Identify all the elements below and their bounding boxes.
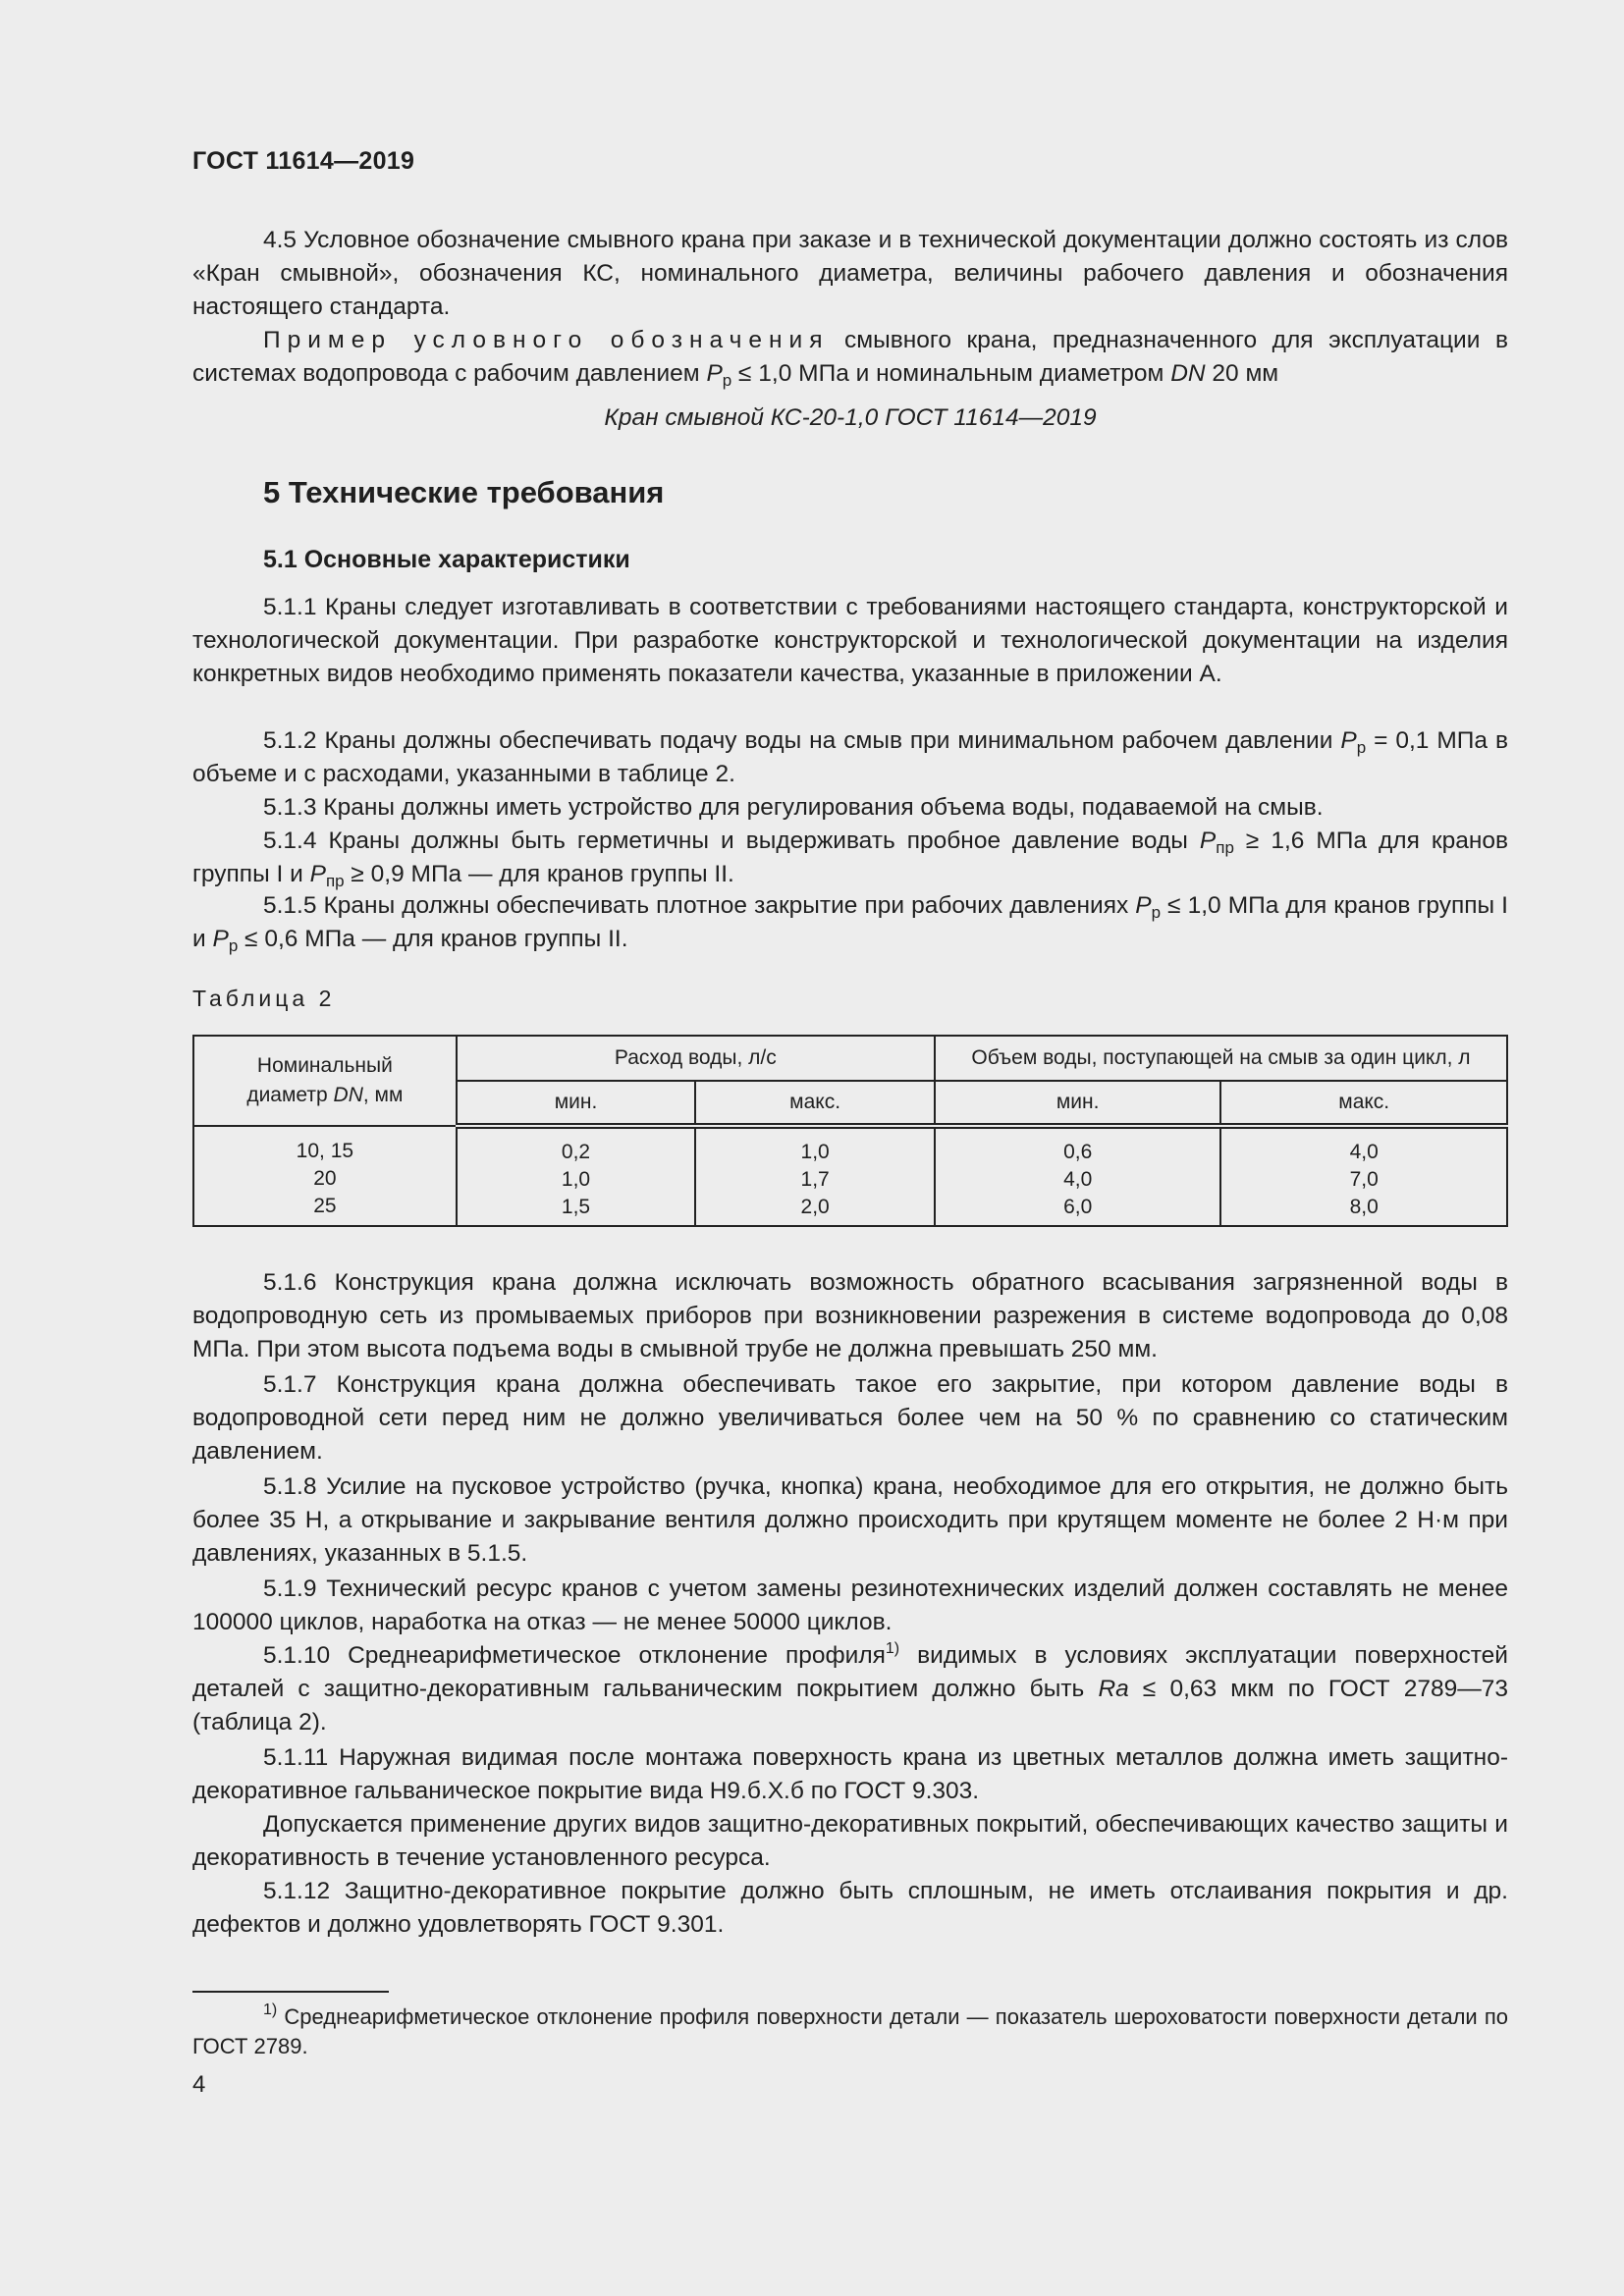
- table-label: Таблица 2: [192, 986, 336, 1011]
- section-5-1-heading: 5.1 Основные характеристики: [263, 546, 630, 573]
- paragraph-5-1-5: 5.1.5 Краны должны обеспечивать плотное закрытие при рабочих давлениях $P_р \le 1,0$ МПа для кранов группы I и $P_р \le 0,6$ МПа — для кранов группы II.: [192, 892, 1508, 955]
- header-volume: Объем воды, поступающей на смыв за один цикл, л: [935, 1036, 1507, 1081]
- document-header: ГОСТ 11614—2019: [192, 147, 415, 175]
- paragraph-5-1-6: 5.1.6 Конструкция крана должна исключать возможность обратного всасывания загрязненной воды в водопроводную сеть из промываемых приборов при возникновении разрежения в системе водопровода до 0,08 МПа. При этом высота подъема воды в смывной трубе не должна превышать 250 мм.: [192, 1269, 1508, 1362]
- table-body-row: [193, 1126, 1507, 1226]
- header-nominal-diameter: Номинальный диаметр DN, мм: [193, 1036, 457, 1126]
- paragraph-5-1-4: 5.1.4 Краны должны быть герметичны и выдерживать пробное давление воды $P_{пр} \ge 1,6$ МПа для кранов группы I и $P_{пр} \ge 0,9$ МПа — для кранов группы II.: [192, 828, 1508, 890]
- paragraph-5-1-1: 5.1.1 Краны следует изготавливать в соответствии с требованиями настоящего стандарта, конструкторской и технологической документации. При разработке конструкторской и технологической документации на изделия конкретных видов необходимо применять показатели качества, указанные в приложении А.: [192, 594, 1508, 687]
- paragraph-5-1-12: 5.1.12 Защитно-декоративное покрытие должно быть сплошным, не иметь отслаивания покрытия и др. дефектов и должно удовлетворять ГОСТ 9.301.: [192, 1878, 1508, 1938]
- example-paragraph: Пример условного обозначения смывного крана, предназначенного для эксплуатации в системах водопровода с рабочим давлением $P_р \le 1,0$ МПа и номинальным диаметром DN 20 мм: [192, 327, 1508, 390]
- footnote-divider: [192, 1991, 389, 1993]
- example-label: Пример условного обозначения: [263, 327, 830, 353]
- header-volume-max: макс.: [1220, 1081, 1507, 1126]
- paragraph-4-5: 4.5 Условное обозначение смывного крана при заказе и в технической документации должно состоять из слов «Кран смывной», обозначения КС, номинального диаметра, величины рабочего давления и обозначения настоящего стандарта.: [192, 227, 1508, 320]
- paragraph-5-1-11-addendum: Допускается применение других видов защитно-декоративных покрытий, обеспечивающих качество защиты и декоративность в течение установленного ресурса.: [192, 1811, 1508, 1871]
- section-5-heading: 5 Технические требования: [263, 475, 665, 509]
- paragraph-5-1-3: 5.1.3 Краны должны иметь устройство для регулирования объема воды, подаваемой на смыв.: [263, 794, 1324, 821]
- paragraph-5-1-8: 5.1.8 Усилие на пусковое устройство (ручка, кнопка) крана, необходимое для его открытия, не должно быть более 35 Н, а открывание и закрывание вентиля должно происходить при крутящем моменте не более 2 Н·м при давлениях, указанных в 5.1.5.: [192, 1473, 1508, 1567]
- paragraph-5-1-11: 5.1.11 Наружная видимая после монтажа поверхность крана из цветных металлов должна иметь защитно-декоративное гальваническое покрытие вида Н9.б.Х.б по ГОСТ 9.303.: [192, 1744, 1508, 1804]
- header-volume-min: мин.: [935, 1081, 1221, 1126]
- col-flow-min: 0,2 1,0 1,5: [457, 1126, 696, 1226]
- paragraph-5-1-7: 5.1.7 Конструкция крана должна обеспечивать такое его закрытие, при котором давление воды в водопроводной сети перед ним не должно увеличиваться более чем на 50 % по сравнению со статическим давлением.: [192, 1371, 1508, 1465]
- paragraph-5-1-2: 5.1.2 Краны должны обеспечивать подачу воды на смыв при минимальном рабочем давлении $P_р = 0,1$ МПа в объеме и с расходами, указанными в таблице 2.: [192, 727, 1508, 787]
- paragraph-5-1-9: 5.1.9 Технический ресурс кранов с учетом замены резинотехнических изделий должен составлять не менее 100000 циклов, наработка на отказ — не менее 50000 циклов.: [192, 1575, 1508, 1635]
- col-volume-max: 4,0 7,0 8,0: [1220, 1126, 1507, 1226]
- header-flow-max: макс.: [695, 1081, 935, 1126]
- col-dn: 10, 15 20 25: [193, 1126, 457, 1226]
- example-designation: Кран смывной КС-20-1,0 ГОСТ 11614—2019: [604, 404, 1097, 431]
- col-volume-min: 0,6 4,0 6,0: [935, 1126, 1221, 1226]
- header-flow-min: мин.: [457, 1081, 696, 1126]
- col-flow-max: 1,0 1,7 2,0: [695, 1126, 935, 1226]
- footnote: $^{1)}$ Среднеарифметическое отклонение профиля поверхности детали — показатель шероховатости поверхности детали по ГОСТ 2789.: [192, 2002, 1508, 2058]
- page-number: 4: [192, 2071, 206, 2098]
- table-2: [192, 1035, 1508, 1227]
- header-flow: Расход воды, л/с: [457, 1036, 935, 1081]
- paragraph-5-1-10: 5.1.10 Среднеарифметическое отклонение профиля$^{1)}$ видимых в условиях эксплуатации поверхностей деталей с защитно-декоративным гальваническим покрытием должно быть Ra ≤ 0,63 мкм по ГОСТ 2789—73 (таблица 2).: [192, 1640, 1508, 1735]
